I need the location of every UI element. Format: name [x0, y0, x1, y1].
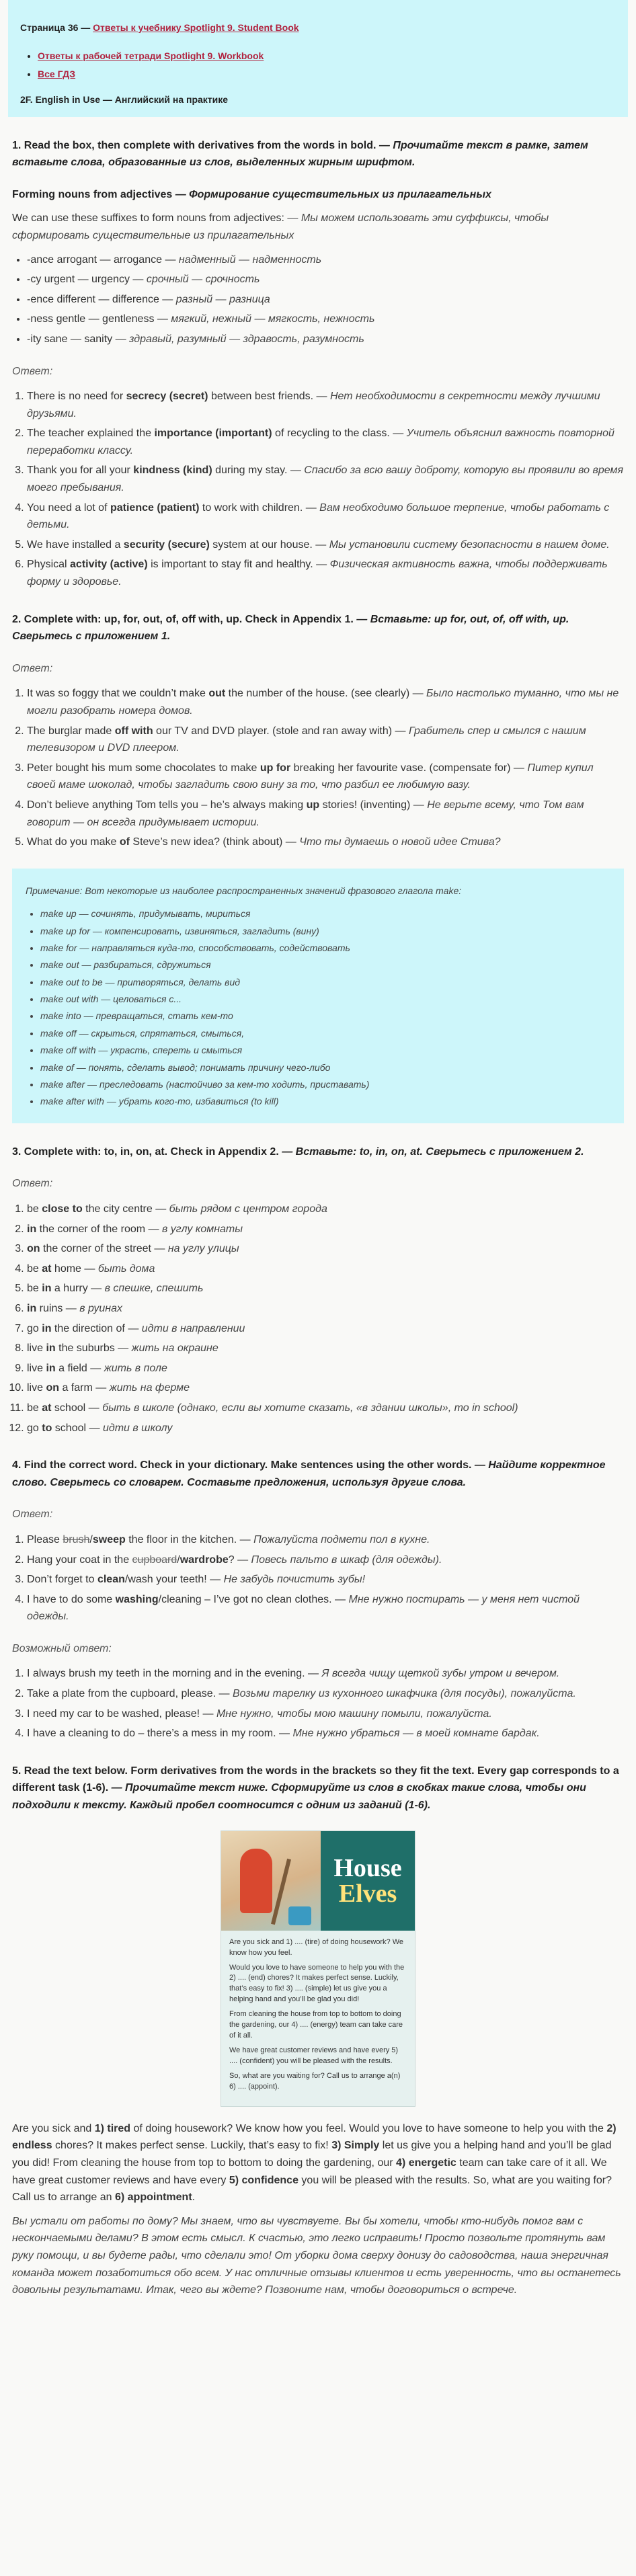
answer-text: home — [51, 1262, 98, 1275]
ex4-task-ru: — Найдите корректное слово. Сверьтесь со словарем. Составьте предложения, используя другие слова. [12, 1459, 606, 1488]
suffix-item [27, 331, 624, 348]
answer-translation: Спасибо за всю вашу доброту, которую вы проявили во время моего пребывания. [27, 465, 623, 494]
poster-title-line2: Elves [338, 1879, 397, 1908]
ex4-task-en: 4. Find the correct word. Check in your dictionary. Make sentences using the other words. [12, 1459, 472, 1472]
note-item: • make out to be — притворяться, делать вид [40, 975, 610, 990]
answer-text: chores? It makes perfect sense. Luckily, that’s easy to fix! [52, 2140, 332, 2152]
ex1-task-en: 1. Read the box, then complete with derivatives from the words in bold. [12, 139, 376, 151]
answer-word: off with [114, 725, 153, 737]
possible-text: I have a cleaning to do – there’s a mess in my room. — [27, 1728, 293, 1740]
ex2-task [12, 611, 624, 645]
answer-word: kindness (kind) [133, 465, 212, 477]
possible-item [27, 1665, 624, 1683]
answer-translation: Физическая активность важна, чтобы поддерживать форму и здоровье. [27, 559, 608, 588]
ex4-answer-list [12, 1531, 624, 1625]
answer-translation: в спешке, спешить [104, 1283, 204, 1295]
answer-item [27, 1360, 624, 1377]
struck-word: cupboard [132, 1554, 177, 1566]
answer-text: the corner of the street — [40, 1243, 168, 1255]
answer-text: It was so foggy that we couldn’t make [27, 688, 209, 700]
answer-item [27, 1340, 624, 1357]
answer-word: security (secure) [123, 538, 210, 551]
suffix-ru: разный — разница [175, 293, 270, 305]
answer-text: system at our house. — [209, 538, 329, 551]
ex1-answer-list [12, 388, 624, 591]
workbook-link[interactable]: Ответы к рабочей тетради Spotlight 9. Workbook [38, 50, 264, 62]
suffix-en: -ness gentle — gentleness — [27, 313, 171, 325]
answer-word: secrecy (secret) [126, 391, 208, 403]
answer-word: in [42, 1283, 52, 1295]
ex2-task-en: 2. Complete with: up, for, out, of, off with, up. Check in Appendix 1. [12, 613, 354, 625]
answer-item [27, 1201, 624, 1218]
possible-text: I need my car to be washed, please! — [27, 1707, 216, 1720]
ex4-task [12, 1457, 624, 1491]
answer-word: to [42, 1422, 52, 1434]
answer-word: in [42, 1322, 52, 1334]
ex1-intro-en: We can use these suffixes to form nouns from adjectives: [12, 212, 284, 225]
poster-top [221, 1831, 415, 1931]
answer-word: in [27, 1223, 37, 1235]
answer-translation: быть дома [97, 1262, 155, 1275]
answer-text: a hurry — [51, 1283, 105, 1295]
possible-translation: Возьми тарелку из кухонного шкафчика (для посуды), пожалуйста. [232, 1688, 576, 1700]
ex1-intro-ru: — Мы можем использовать эти суффиксы, чтобы сформировать существительные из прилагательных [12, 212, 549, 241]
answer-item [27, 1221, 624, 1238]
answer-text: the corner of the room — [36, 1223, 162, 1235]
poster-paragraph: From cleaning the house from top to bottom to doing the gardening, our 4) .... (energy) team can take care of it all. [229, 2010, 403, 2040]
possible-item [27, 1705, 624, 1723]
poster-wrap [12, 1830, 624, 2107]
answer-item [27, 1379, 624, 1397]
ex4-possible-label: Возможный ответ: [12, 1642, 112, 1654]
note-item: • make after — преследовать (настойчиво за кем-то ходить, приставать) [40, 1077, 610, 1092]
header-box [8, 0, 628, 117]
note-item: • make off — скрыться, спрятаться, смыться, [40, 1026, 610, 1041]
ex5-task [12, 1763, 624, 1814]
suffix-item [27, 251, 624, 269]
section-subtitle: 2F. English in Use — Английский на практике [20, 94, 229, 106]
ex5-task-en: 5. Read the text below. Form derivatives from the words in the brackets so they fit the text. Every gap corresponds to a different task (1-6). [12, 1765, 619, 1794]
note-item: • make out with — целоваться с... [40, 992, 610, 1006]
answer-word: of [119, 836, 130, 848]
ex2-answer-label: Ответ: [12, 662, 53, 674]
answer-text: live [27, 1362, 46, 1374]
answer-translation: в руинах [79, 1302, 122, 1314]
answer-text: You need a lot of [27, 501, 110, 514]
content [8, 137, 628, 2299]
note-item: • make up — сочинять, придумывать, мириться [40, 906, 610, 921]
answer-word: on [27, 1243, 40, 1255]
answer-word: 6) appointment [114, 2191, 192, 2204]
answer-item [27, 1400, 624, 1417]
answer-text: Hang your coat in the [27, 1554, 132, 1566]
answer-translation: идти в направлении [141, 1322, 245, 1334]
answer-text: Please [27, 1533, 63, 1545]
answer-translation: Не забудь почистить зубы! [223, 1574, 366, 1586]
answer-text: The burglar made [27, 725, 115, 737]
answer-word: close to [42, 1203, 83, 1215]
suffix-ru: срочный — срочность [146, 274, 260, 286]
answer-word: out [208, 688, 226, 700]
ex1-heading [12, 186, 624, 204]
answer-item [27, 462, 624, 496]
answer-item [27, 1300, 624, 1318]
house-elves-poster [221, 1830, 415, 2107]
note-item: • make of — понять, сделать вывод; понимать причину чего-либо [40, 1060, 610, 1075]
answer-translation: на углу улицы [167, 1243, 239, 1255]
answer-text: the direction of — [51, 1322, 142, 1334]
header-link-item [38, 48, 616, 63]
possible-item [27, 1725, 624, 1742]
answer-translation: Вам необходимо большое терпение, чтобы работать с детьми. [27, 501, 610, 531]
answer-text: a farm — [59, 1382, 110, 1394]
answer-translation: идти в школу [102, 1422, 173, 1434]
poster-paragraph: So, what are you waiting for? Call us to arrange a(n) 6) .... (appoint). [229, 2071, 401, 2091]
answer-text: the number of the house. (see clearly) — [225, 688, 427, 700]
answer-text: be [27, 1402, 42, 1414]
answer-translation: в углу комнаты [161, 1223, 243, 1235]
bucket-icon [288, 1906, 311, 1925]
ex5-answer-text [12, 2120, 624, 2206]
answer-text: Physical [27, 559, 71, 571]
note-box [12, 869, 624, 1123]
ex2-task-ru: — Вставьте: up for, out, of, off with, up. Сверьтесь с приложением 1. [12, 613, 569, 643]
ex1-task-ru: — Прочитайте текст в рамке, затем вставьте слова, образованные из слов, выделенных жирным шрифтом. [12, 139, 588, 169]
answer-translation: жить в поле [104, 1362, 167, 1374]
answer-translation: Мне нужно постирать — у меня нет чистой одежды. [27, 1593, 580, 1623]
ex4-possible-list [12, 1665, 624, 1742]
answer-word: 4) energetic [396, 2157, 456, 2169]
answer-translation: жить на ферме [109, 1382, 190, 1394]
answer-item [27, 1552, 624, 1569]
answer-translation: Мы установили систему безопасности в нашем доме. [329, 538, 610, 551]
suffix-ru: мягкий, нежный — мягкость, нежность [171, 313, 375, 325]
header-links [20, 48, 616, 81]
struck-word: brush [63, 1533, 90, 1545]
answer-item [27, 1571, 624, 1588]
answer-item [27, 685, 624, 719]
suffix-list [12, 251, 624, 348]
answer-item [27, 425, 624, 459]
answer-translation: жить на окраине [131, 1342, 218, 1355]
answer-item [27, 556, 624, 590]
answer-word: up [306, 799, 320, 811]
answer-item [27, 834, 624, 851]
poster-title-line1: House [333, 1853, 402, 1882]
answer-text: go [27, 1422, 42, 1434]
ex3-task-ru: — Вставьте: to, in, on, at. Сверьтесь с приложением 2. [282, 1145, 584, 1158]
answer-word: up for [260, 762, 291, 774]
answer-text: live [27, 1382, 46, 1394]
note-item: • make for — направляться куда-то, способствовать, содействовать [40, 940, 610, 955]
answer-word: 3) Simply [331, 2140, 380, 2152]
ex4-answer-label: Ответ: [12, 1508, 53, 1521]
answer-text: a field — [55, 1362, 104, 1374]
answer-text: breaking her favourite vase. (compensate for) — [290, 762, 528, 774]
answer-item [27, 1260, 624, 1278]
note-item: • make out — разбираться, сдружиться [40, 957, 610, 972]
answer-text: ? — [228, 1554, 251, 1566]
cleaning-photo [221, 1831, 321, 1931]
ex5-translation: Вы устали от работы по дому? Мы знаем, что вы чувствуете. Вы бы хотели, чтобы кто-нибудь помог вам с нескончаемыми делами? В этом есть смысл. К счастью, это легко исправить! Просто позвольте протянуть вам руку помощи, и вы будете рады, что сделали это! От уборки дома сверху донизу до садоводства, наша энергичная команда может позаботиться обо всем. У нас отличные отзывы клиентов и есть уверенность, что вы останетесь довольны результатами. Итак, чего вы ждете? Позвоните нам, чтобы договориться о встрече. [12, 2215, 621, 2296]
student-book-link[interactable]: Ответы к учебнику Spotlight 9. Student Book [93, 22, 299, 33]
answer-translation: Не верьте всему, что Том вам говорит — он всегда придумывает истории. [27, 799, 584, 828]
answer-text: Are you sick and [12, 2122, 95, 2134]
answer-translation: Было настолько туманно, что мы не могли разобрать номера домов. [27, 688, 619, 717]
answer-text: of recycling to the class. — [272, 428, 407, 440]
answer-text: I have to do some [27, 1593, 116, 1605]
ex3-task [12, 1143, 624, 1161]
answer-text: school — [52, 1422, 103, 1434]
answer-text: the city centre — [82, 1203, 169, 1215]
answer-word: in [46, 1362, 56, 1374]
poster-title [321, 1831, 415, 1931]
ex1-heading-en: Forming nouns from adjectives [12, 188, 173, 200]
answer-item [27, 388, 624, 422]
answer-text: be [27, 1262, 42, 1275]
answer-text: between best friends. — [208, 391, 330, 403]
all-gdz-link[interactable]: Все ГДЗ [38, 68, 76, 79]
answer-word: in [46, 1342, 56, 1355]
answer-word: wardrobe [180, 1554, 229, 1566]
answer-item [27, 723, 624, 757]
note-list [26, 906, 610, 1109]
possible-text: I always brush my teeth in the morning and in the evening. — [27, 1668, 322, 1680]
header-link-item [38, 67, 616, 81]
answer-translation: быть рядом с центром города [169, 1203, 327, 1215]
answer-word: 2) endless [12, 2122, 617, 2152]
answer-item [27, 1420, 624, 1437]
note-item: • make off with — украсть, спереть и смыться [40, 1043, 610, 1057]
answer-translation: Учитель объяснил важность повторной переработки классу. [27, 428, 614, 456]
ex3-answer-list [12, 1201, 624, 1437]
answer-text: during my stay. — [212, 465, 305, 477]
possible-text: Take a plate from the cupboard, please. — [27, 1688, 233, 1700]
answer-word: activity (active) [70, 559, 148, 571]
answer-translation: Что ты думаешь о новой идее Стива? [299, 836, 501, 848]
poster-text [221, 1931, 415, 2106]
answer-text: school — [51, 1402, 103, 1414]
ex1-heading-ru: — Формирование существительных из прилагательных [175, 188, 491, 200]
answer-text: team can take care of it all. We have great customer reviews and have every [12, 2157, 607, 2186]
ex3-answer-label: Ответ: [12, 1178, 53, 1190]
suffix-en: -ity sane — sanity — [27, 333, 130, 345]
answer-item [27, 1240, 624, 1258]
page-title-prefix: Страница 36 — [20, 22, 93, 33]
suffix-en: -cy urgent — urgency — [27, 274, 147, 286]
note-item: • make up for — компенсировать, извиняться, загладить (вину) [40, 924, 610, 938]
answer-text: There is no need for [27, 391, 126, 403]
suffix-en: -ance arrogant — arrogance — [27, 253, 179, 266]
answer-word: 1) tired [94, 2122, 131, 2134]
possible-translation: Я всегда чищу щеткой зубы утром и вечером. [321, 1668, 560, 1680]
answer-text: Don’t believe anything Tom tells you – he’s always making [27, 799, 307, 811]
answer-text: our TV and DVD player. (stole and ran away with) — [153, 725, 409, 737]
possible-translation: Мне нужно убраться — в моей комнате бардак. [292, 1728, 540, 1740]
page-title [20, 20, 616, 35]
suffix-item [27, 271, 624, 288]
answer-text: /wash your teeth! — [124, 1574, 224, 1586]
answer-text: let us give you a helping hand and you’ll be glad you did! From cleaning the house from top to bottom to doing the gardening, our [12, 2140, 612, 2169]
answer-word: at [42, 1262, 52, 1275]
answer-text: We have installed a [27, 538, 124, 551]
possible-item [27, 1685, 624, 1703]
note-item: • make into — превращаться, стать кем-то [40, 1008, 610, 1023]
answer-translation: Пожалуйста подмети пол в кухне. [253, 1533, 430, 1545]
answer-translation: Нет необходимости в секретности между лучшими друзьями. [27, 391, 600, 419]
ex5-task-ru: — Прочитайте текст ниже. Сформируйте из слов в скобках такие слова, чтобы они подходили к тексту. Каждый пробел соотносится с одним из заданий (1-6). [12, 1782, 586, 1812]
answer-text: /cleaning – I’ve got no clean clothes. — [158, 1593, 349, 1605]
ex3-task-en: 3. Complete with: to, in, on, at. Check in Appendix 2. [12, 1145, 279, 1158]
note-title: Примечание: Вот некоторые из наиболее распространенных значений фразового глагола make: [26, 885, 462, 896]
answer-item [27, 1531, 624, 1549]
answer-word: importance (important) [154, 428, 272, 440]
answer-text: . [192, 2191, 196, 2204]
answer-item [27, 536, 624, 554]
answer-word: sweep [92, 1533, 126, 1545]
poster-paragraph: Are you sick and 1) .... (tire) of doing housework? We know how you feel. [229, 1937, 404, 1957]
answer-word: 5) confidence [229, 2174, 299, 2186]
answer-word: at [42, 1402, 52, 1414]
person-figure [240, 1849, 272, 1913]
answer-word: clean [97, 1574, 125, 1586]
answer-item [27, 797, 624, 831]
answer-text: be [27, 1283, 42, 1295]
answer-translation: Питер купил своей маме шоколад, чтобы загладить свою вину за то, что разбил ее любимую вазу. [27, 762, 594, 791]
answer-text: Thank you for all your [27, 465, 134, 477]
answer-text: to work with children. — [199, 501, 320, 514]
answer-slash: / [89, 1533, 93, 1545]
answer-item [27, 499, 624, 534]
suffix-ru: надменный — надменность [178, 253, 322, 266]
answer-slash: / [177, 1554, 180, 1566]
answer-translation: быть в школе (однако, если вы хотите сказать, «в здании школы», то in school) [102, 1402, 518, 1414]
answer-item [27, 1320, 624, 1338]
ex1-answer-label: Ответ: [12, 365, 53, 377]
answer-text: Steve’s new idea? (think about) — [129, 836, 300, 848]
answer-word: patience (patient) [110, 501, 200, 514]
answer-text: you will be pleased with the results. So, what are you waiting for? Call us to arrange an [12, 2174, 612, 2204]
suffix-item [27, 311, 624, 328]
answer-text: be [27, 1203, 42, 1215]
ex2-answer-list [12, 685, 624, 850]
answer-item [27, 760, 624, 794]
answer-item [27, 1280, 624, 1297]
answer-text: is important to stay fit and healthy. — [147, 559, 330, 571]
answer-text: Peter bought his mum some chocolates to make [27, 762, 260, 774]
suffix-ru: здравый, разумный — здравость, разумность [129, 333, 364, 345]
answer-text: the floor in the kitchen. — [125, 1533, 254, 1545]
answer-text: go [27, 1322, 42, 1334]
answer-text: Don’t forget to [27, 1574, 97, 1586]
answer-translation: Повесь пальто в шкаф (для одежды). [251, 1554, 442, 1566]
answer-text: The teacher explained the [27, 428, 155, 440]
answer-word: washing [115, 1593, 159, 1605]
ex1-intro [12, 210, 624, 244]
poster-paragraph: Would you love to have someone to help you with the 2) .... (end) chores? It makes perfect sense. Luckily, that’s easy to fix! 3) .... (simple) let us give you a helping hand and you’ll be glad you did! [229, 1963, 405, 2004]
answer-text: stories! (inventing) — [319, 799, 428, 811]
answer-text: the suburbs — [55, 1342, 132, 1355]
ex1-task [12, 137, 624, 171]
suffix-item [27, 291, 624, 309]
answer-text: of doing housework? We know how you feel. Would you love to have someone to help you with the [130, 2122, 607, 2134]
poster-paragraph: We have great customer reviews and have every 5) .... (confident) you will be pleased with the results. [229, 2046, 399, 2066]
possible-translation: Мне нужно, чтобы мою машину помыли, пожалуйста. [216, 1707, 492, 1720]
answer-text: What do you make [27, 836, 120, 848]
note-item: • make after with — убрать кого-то, избавиться (to kill) [40, 1094, 610, 1109]
answer-translation: Грабитель спер и смылся с нашим телевизором и DVD плеером. [27, 725, 586, 754]
answer-word: in [27, 1302, 37, 1314]
answer-word: on [46, 1382, 59, 1394]
answer-text: live [27, 1342, 46, 1355]
answer-text: ruins — [36, 1302, 80, 1314]
answer-item [27, 1591, 624, 1625]
suffix-en: -ence different — difference — [27, 293, 176, 305]
